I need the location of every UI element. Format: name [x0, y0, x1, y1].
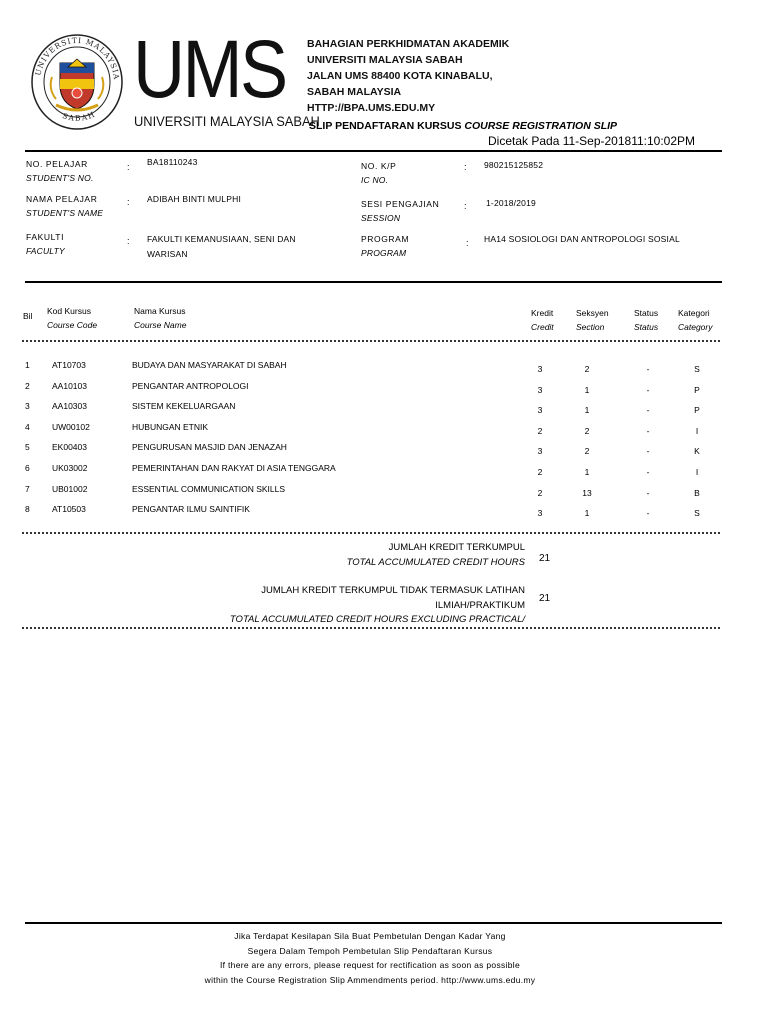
cell-category: P [694, 405, 700, 416]
cell-status: - [646, 364, 650, 374]
cell-credit: 2 [537, 467, 543, 477]
seal-text-bottom: SABAH [61, 109, 98, 123]
slip-title-my: SLIP PENDAFTARAN KURSUS [309, 120, 462, 132]
cell-code: EK00403 [52, 442, 87, 453]
program-value: HA14 SOSIOLOGI DAN ANTROPOLOGI SOSIAL [484, 234, 680, 244]
cell-category: S [694, 364, 700, 374]
cell-credit: 3 [537, 446, 543, 457]
footer-line: If there are any errors, please request for rectification as soon as possible [220, 960, 520, 970]
university-seal [30, 33, 124, 131]
cell-section: 2 [584, 364, 590, 374]
dotted-divider [22, 627, 720, 629]
cell-status: - [646, 384, 650, 395]
university-name: UNIVERSITI MALAYSIA SABAH [134, 113, 320, 129]
dotted-divider [22, 340, 720, 342]
cell-bil: 5 [25, 442, 30, 453]
student-name-label: NAMA PELAJAR STUDENT'S NAME [26, 194, 104, 218]
total-credit-label: JUMLAH KREDIT TERKUMPUL TOTAL ACCUMULATED CREDIT HOURS [346, 542, 525, 568]
cell-category: I [695, 467, 699, 477]
cell-category: P [694, 384, 700, 395]
faculty-value: FAKULTI KEMANUSIAAN, SENI DAN WARISAN [147, 234, 296, 259]
cell-code: AT10703 [52, 360, 86, 370]
total-excl-practical-value: 21 [539, 593, 551, 604]
footer-line: within the Course Registration Slip Ammendments period. http://www.ums.edu.my [204, 974, 536, 985]
col-header-section: Seksyen Section [576, 308, 609, 332]
cell-name: HUBUNGAN ETNIK [132, 421, 209, 432]
colon: : [466, 238, 469, 248]
office-address [307, 36, 509, 116]
colon: : [464, 162, 467, 172]
cell-code: UK03002 [52, 463, 88, 473]
cell-category: I [695, 425, 699, 436]
info-divider [25, 281, 722, 283]
svg-text:UNIVERSITI MALAYSIA [33, 36, 121, 81]
cell-code: UW00102 [52, 421, 90, 432]
address-line: JALAN UMS 88400 KOTA KINABALU, [307, 70, 493, 82]
address-line: HTTP://BPA.UMS.EDU.MY [307, 102, 436, 114]
cell-bil: 4 [25, 421, 30, 432]
slip-title [309, 120, 617, 132]
cell-bil: 8 [25, 504, 30, 515]
seal-text-top: UNIVERSITI MALAYSIA [33, 35, 122, 81]
cell-name: PENGANTAR ILMU SAINTIFIK [132, 504, 250, 515]
cell-code: AA10103 [52, 380, 87, 391]
footer-notice [0, 929, 740, 987]
col-header-bil: Bil [23, 311, 33, 321]
student-no-value: BA18110243 [147, 157, 198, 167]
cell-category: B [694, 487, 700, 498]
cell-status: - [646, 405, 650, 416]
cell-section: 2 [584, 425, 590, 436]
cell-section: 2 [584, 446, 590, 457]
ic-no-value: 980215125852 [484, 160, 544, 170]
cell-bil: 2 [25, 380, 30, 391]
cell-credit: 3 [537, 364, 543, 374]
cell-credit: 2 [537, 487, 543, 498]
col-header-category: Kategori Category [678, 308, 713, 332]
ums-wordmark: UMS [133, 24, 286, 115]
address-line: UNIVERSITI MALAYSIA SABAH [307, 54, 463, 66]
cell-code: AA10303 [52, 401, 87, 412]
cell-section: 1 [584, 508, 590, 519]
cell-credit: 3 [537, 405, 543, 416]
cell-section: 1 [584, 467, 590, 477]
col-header-credit: Kredit Credit [531, 308, 554, 332]
cell-name: ESSENTIAL COMMUNICATION SKILLS [132, 483, 286, 494]
colon: : [127, 162, 130, 172]
address-line: BAHAGIAN PERKHIDMATAN AKADEMIK [307, 38, 510, 50]
printed-timestamp: Dicetak Pada 11-Sep-201811:10:02PM [488, 134, 696, 148]
cell-status: - [646, 508, 650, 519]
colon: : [127, 236, 130, 246]
cell-status: - [646, 487, 650, 498]
session-label: SESI PENGAJIAN SESSION [361, 199, 440, 223]
cell-bil: 7 [25, 483, 30, 494]
total-credit-value: 21 [539, 553, 551, 564]
header-divider [25, 150, 722, 152]
cell-name: PENGANTAR ANTROPOLOGI [132, 380, 249, 391]
colon: : [127, 197, 130, 207]
ic-no-label: NO. K/P IC NO. [361, 161, 397, 185]
col-header-name: Nama Kursus Course Name [134, 306, 187, 330]
total-excl-practical-label: JUMLAH KREDIT TERKUMPUL TIDAK TERMASUK LATIHAN ILMIAH/PRAKTIKUM TOTAL ACCUMULATED CREDIT HOURS EXCLUDING PRACTICAL/ [229, 585, 525, 625]
address-line: SABAH MALAYSIA [307, 86, 402, 98]
cell-category: K [694, 446, 700, 457]
footer-divider [25, 922, 722, 924]
cell-status: - [646, 446, 650, 457]
cell-section: 13 [582, 487, 592, 498]
cell-bil: 6 [25, 463, 30, 473]
cell-code: UB01002 [52, 483, 88, 494]
student-no-label: NO. PELAJAR STUDENT'S NO. [26, 159, 94, 183]
col-header-code: Kod Kursus Course Code [47, 306, 98, 330]
footer-line: Segera Dalam Tempoh Pembetulan Slip Pendaftaran Kursus [247, 945, 493, 956]
student-name-value: ADIBAH BINTI MULPHI [147, 194, 242, 204]
dotted-divider [22, 532, 720, 534]
session-value: 1-2018/2019 [486, 198, 536, 208]
colon: : [464, 201, 467, 211]
cell-name: PENGURUSAN MASJID DAN JENAZAH [132, 442, 287, 453]
cell-credit: 3 [537, 384, 543, 395]
cell-category: S [694, 508, 700, 519]
cell-name: SISTEM KEKELUARGAAN [132, 401, 236, 412]
cell-code: AT10503 [52, 504, 86, 515]
cell-credit: 2 [537, 425, 543, 436]
slip-title-en: COURSE REGISTRATION SLIP [464, 120, 618, 132]
cell-section: 1 [584, 384, 590, 395]
footer-line: Jika Terdapat Kesilapan Sila Buat Pembetulan Dengan Kadar Yang [234, 931, 506, 941]
faculty-label: FAKULTI FACULTY [26, 232, 65, 256]
cell-status: - [646, 467, 650, 477]
cell-status: - [646, 425, 650, 436]
col-header-status: Status Status [634, 308, 659, 332]
cell-bil: 1 [25, 360, 30, 370]
cell-name: PEMERINTAHAN DAN RAKYAT DI ASIA TENGGARA [132, 463, 336, 473]
cell-credit: 3 [537, 508, 543, 519]
cell-name: BUDAYA DAN MASYARAKAT DI SABAH [132, 360, 287, 370]
program-label: PROGRAM PROGRAM [361, 234, 410, 258]
cell-bil: 3 [25, 401, 30, 412]
svg-text:SABAH [61, 109, 97, 123]
cell-section: 1 [584, 405, 590, 416]
